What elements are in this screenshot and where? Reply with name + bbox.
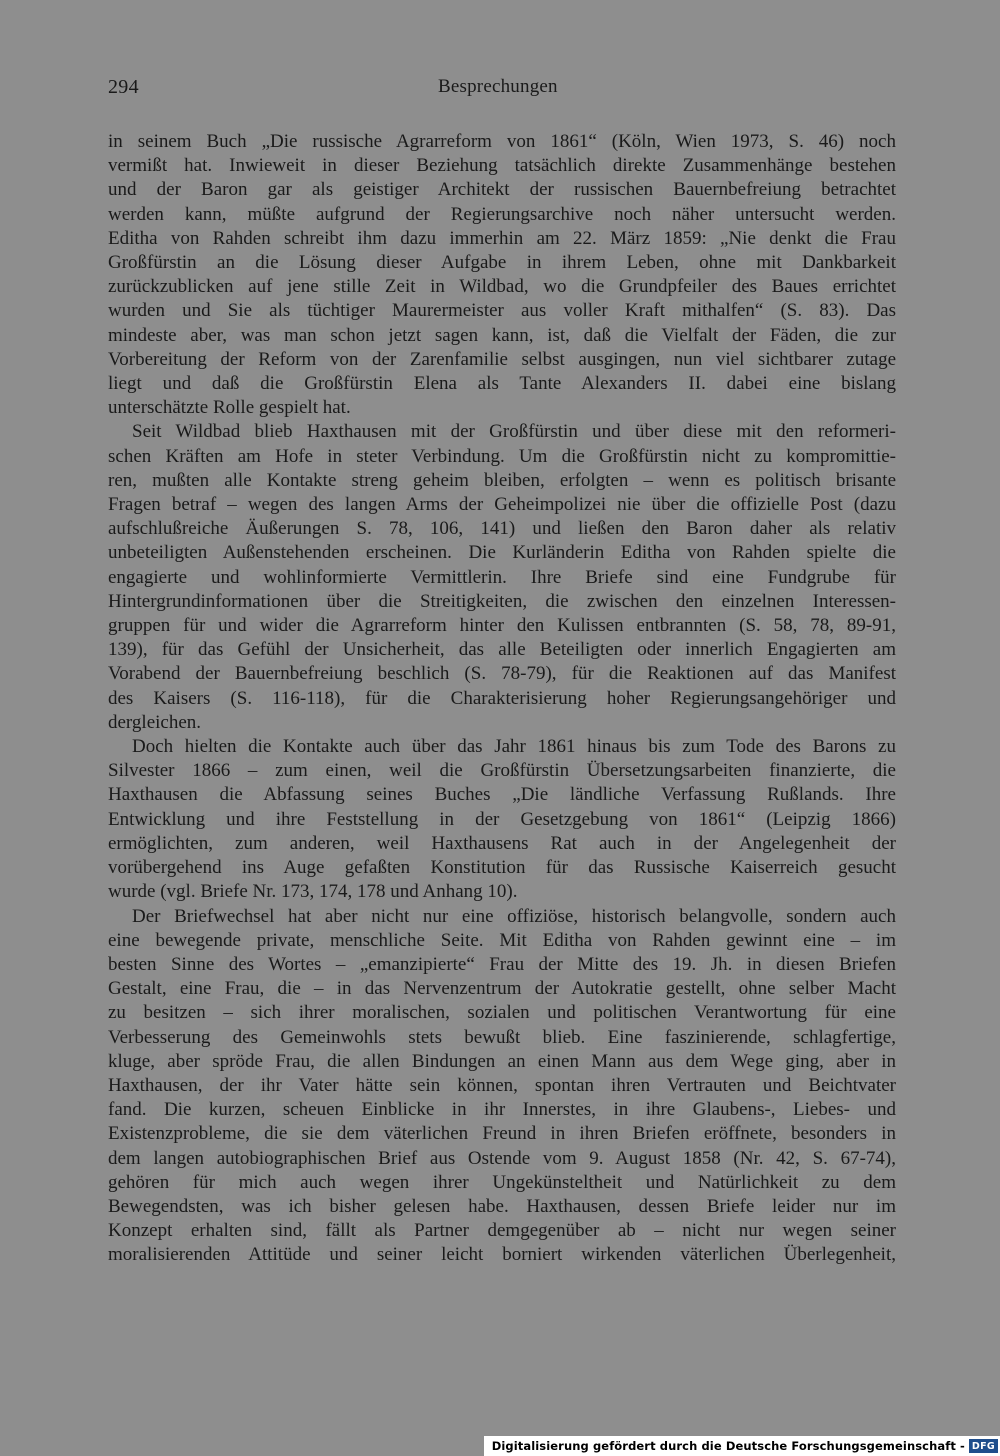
- page-header: [108, 76, 896, 104]
- text-line: Existenzprobleme, die sie dem väterlichen Freund in ihren Briefen eröffnete, besonders in: [108, 1123, 896, 1145]
- digitization-footer: [484, 1436, 1000, 1456]
- text-line: Hintergrundinformationen über die Streitigkeiten, die zwischen den einzelnen Interessen-: [108, 590, 896, 612]
- text-line: Seit Wildbad blieb Haxthausen mit der Großfürstin und über diese mit den reformeri-: [132, 421, 896, 443]
- text-line: fand. Die kurzen, scheuen Einblicke in ihr Innerstes, in ihre Glaubens-, Liebes- und: [108, 1099, 896, 1121]
- text-line: wurde (vgl. Briefe Nr. 173, 174, 178 und Anhang 10).: [108, 881, 518, 903]
- text-line: Vorbereitung der Reform von der Zarenfamilie selbst ausgingen, nun viel sichtbarer zutage: [108, 348, 896, 370]
- paragraph: [108, 420, 896, 735]
- text-line: dem langen autobiographischen Brief aus Ostende vom 9. August 1858 (Nr. 42, S. 67-74),: [108, 1147, 896, 1169]
- text-line: aufschlußreiche Äußerungen S. 78, 106, 141) und ließen den Baron daher als relativ: [108, 518, 896, 540]
- text-line: in seinem Buch „Die russische Agrarreform von 1861“ (Köln, Wien 1973, S. 46) noch: [108, 131, 896, 152]
- text-line: eine bewegende private, menschliche Seite. Mit Editha von Rahden gewinnt eine – im: [108, 929, 896, 951]
- paragraph: [108, 130, 896, 420]
- text-line: gruppen für und wider die Agrarreform hinter den Kulissen entbrannten (S. 58, 78, 89-91,: [108, 615, 896, 637]
- paragraph: [108, 905, 896, 1268]
- text-line: und der Baron gar als geistiger Architekt der russischen Bauernbefreiung betrachtet: [108, 179, 896, 201]
- text-line: zurückzublicken auf jene stille Zeit in Wildbad, wo die Grundpfeiler des Baues errichtet: [108, 276, 896, 298]
- text-line: Verbesserung des Gemeinwohls stets bewußt blieb. Eine faszinierende, schlagfertige,: [108, 1026, 896, 1048]
- text-line: Haxthausen die Abfassung seines Buches „Die ländliche Verfassung Rußlands. Ihre: [108, 784, 896, 806]
- dfg-logo-icon: DFG: [969, 1439, 998, 1453]
- text-line: schen Kräften am Hofe in steter Verbindung. Um die Großfürstin nicht zu kompromittie-: [108, 445, 896, 467]
- footer-text: Digitalisierung gefördert durch die Deutsche Forschungsgemeinschaft -: [491, 1439, 965, 1453]
- text-line: Haxthausen, der ihr Vater hätte sein können, spontan ihren Vertrauten und Beichtvater: [108, 1074, 896, 1096]
- body-text: [108, 130, 896, 1268]
- text-line: Silvester 1866 – zum einen, weil die Großfürstin Übersetzungsarbeiten finanzierte, die: [108, 760, 896, 782]
- text-line: ren, mußten alle Kontakte streng geheim bleiben, erfolgten – wenn es politisch brisante: [108, 469, 896, 491]
- text-line: Entwicklung und ihre Feststellung in der Gesetzgebung von 1861“ (Leipzig 1866): [108, 808, 896, 830]
- text-line: besten Sinne des Wortes – „emanzipierte“ Frau der Mitte des 19. Jh. in diesen Briefen: [108, 953, 896, 975]
- text-line: des Kaisers (S. 116-118), für die Charakterisierung hoher Regierungsangehöriger und: [108, 687, 896, 709]
- text-line: kluge, aber spröde Frau, die allen Bindungen an einen Mann aus dem Wege ging, aber in: [108, 1050, 896, 1072]
- running-head: Besprechungen: [438, 76, 558, 97]
- text-line: Konzept erhalten sind, fällt als Partner demgegenüber ab – nicht nur wegen seiner: [108, 1220, 896, 1242]
- text-line: mindeste aber, was man schon jetzt sagen kann, ist, daß die Vielfalt der Fäden, die zur: [108, 324, 896, 346]
- paragraph: [108, 735, 896, 904]
- text-line: dergleichen.: [108, 711, 202, 733]
- text-line: Gestalt, eine Frau, die – in das Nervenzentrum der Autokratie gestellt, ohne selber Macht: [108, 978, 896, 1000]
- text-line: Doch hielten die Kontakte auch über das Jahr 1861 hinaus bis zum Tode des Barons zu: [132, 736, 896, 758]
- text-line: unbeteiligten Außenstehenden erscheinen. Die Kurländerin Editha von Rahden spielte die: [108, 542, 896, 564]
- text-line: zu besitzen – sich ihrer moralischen, sozialen und politischen Verantwortung für eine: [108, 1002, 896, 1024]
- text-line: ermöglichten, zum anderen, weil Haxthausens Rat auch in der Angelegenheit der: [108, 832, 896, 854]
- text-line: Großfürstin an die Lösung dieser Aufgabe in ihrem Leben, ohne mit Dankbarkeit: [108, 252, 896, 274]
- text-line: wurden und Sie als tüchtiger Maurermeister aus voller Kraft mithalfen“ (S. 83). Das: [108, 300, 896, 322]
- text-line: engagierte und wohlinformierte Vermittlerin. Ihre Briefe sind eine Fundgrube für: [108, 566, 896, 588]
- text-line: Fragen betraf – wegen des langen Arms der Geheimpolizei nie über die offizielle Post (dazu: [108, 494, 896, 516]
- text-line: Der Briefwechsel hat aber nicht nur eine offiziöse, historisch belangvolle, sondern auch: [132, 905, 896, 927]
- text-line: Bewegendsten, was ich bisher gelesen habe. Haxthausen, dessen Briefe leider nur im: [108, 1195, 896, 1217]
- text-line: moralisierenden Attitüde und seiner leicht borniert wirkenden väterlichen Überlegenheit,: [108, 1244, 896, 1266]
- text-line: Vorabend der Bauernbefreiung beschlich (S. 78-79), für die Reaktionen auf das Manifest: [108, 663, 896, 685]
- page-number: 294: [108, 76, 139, 98]
- text-line: werden kann, müßte aufgrund der Regierungsarchive noch näher untersucht werden.: [108, 203, 896, 225]
- text-line: liegt und daß die Großfürstin Elena als Tante Alexanders II. dabei eine bislang: [108, 373, 896, 395]
- text-line: vermißt hat. Inwieweit in dieser Beziehung tatsächlich direkte Zusammenhänge bestehen: [108, 155, 896, 177]
- text-line: vorübergehend ins Auge gefaßten Konstitution für das Russische Kaiserreich gesucht: [108, 857, 896, 879]
- text-line: unterschätzte Rolle gespielt hat.: [108, 397, 351, 419]
- text-line: gehören für mich auch wegen ihrer Ungekünsteltheit und Natürlichkeit zu dem: [108, 1171, 896, 1193]
- text-line: 139), für das Gefühl der Unsicherheit, das alle Beteiligten oder innerlich Engagierten am: [108, 639, 896, 661]
- text-line: Editha von Rahden schreibt ihm dazu immerhin am 22. März 1859: „Nie denkt die Frau: [108, 227, 896, 249]
